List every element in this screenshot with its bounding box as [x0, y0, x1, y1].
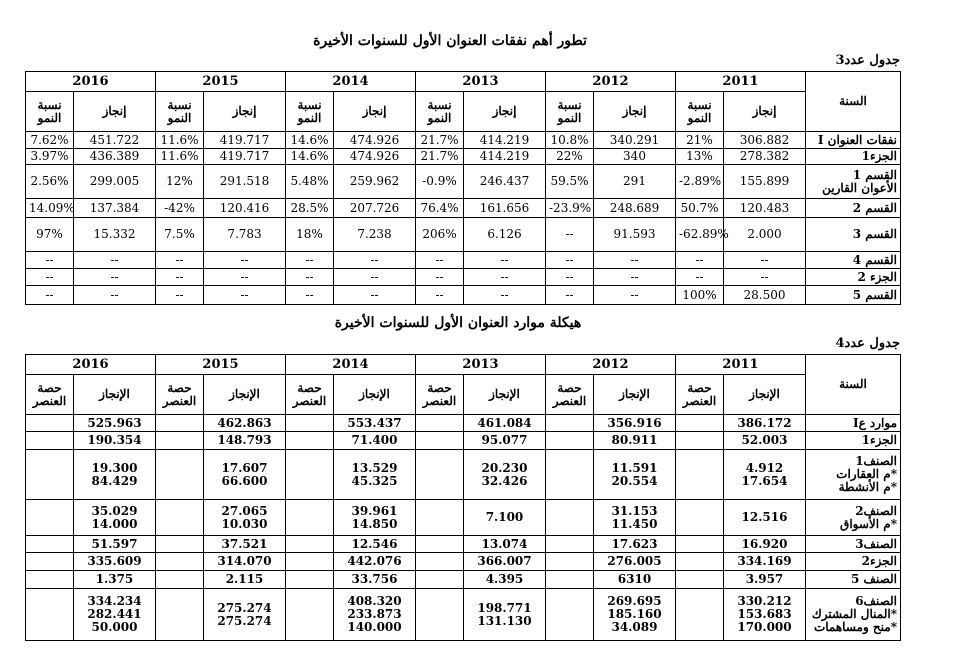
cell-achievement: 2.115 [204, 571, 286, 589]
cell-growth: 97% [26, 218, 74, 252]
cell-growth: 50.7% [676, 199, 724, 218]
cell-share [286, 415, 334, 432]
cell-achievement: 4.912 17.654 [724, 450, 806, 500]
cell-share [416, 500, 464, 536]
cell-growth: 11.6% [156, 149, 204, 165]
year-header-row [26, 355, 901, 375]
cell-achievement: 366.007 [464, 553, 546, 571]
cell-achievement: 275.274 275.274 [204, 589, 286, 641]
cell-share [546, 571, 594, 589]
table-row [26, 286, 901, 305]
cell-achievement: 95.077 [464, 432, 546, 450]
year-header: 2013 [416, 355, 546, 375]
table-row [26, 450, 901, 500]
cell-share [286, 571, 334, 589]
cell-growth: 18% [286, 218, 334, 252]
cell-achievement: -- [464, 252, 546, 269]
cell-achievement: -- [74, 286, 156, 305]
table-row [26, 269, 901, 286]
cell-share [26, 589, 74, 641]
cell-share [546, 589, 594, 641]
cell-growth: 2.56% [26, 165, 74, 199]
cell-share [156, 432, 204, 450]
table-row [26, 589, 901, 641]
cell-achievement: 276.005 [594, 553, 676, 571]
cell-growth: -62.89% [676, 218, 724, 252]
cell-growth: 14.6% [286, 132, 334, 149]
cell-achievement: 17.607 66.600 [204, 450, 286, 500]
cell-achievement: -- [594, 286, 676, 305]
cell-achievement: 306.882 [724, 132, 806, 149]
cell-growth: 10.8% [546, 132, 594, 149]
col-header-b: حصة العنصر [676, 375, 724, 415]
cell-achievement: -- [334, 252, 416, 269]
resources-table [25, 354, 901, 641]
cell-achievement: 269.695 185.160 34.089 [594, 589, 676, 641]
row-label: الجزء2 [806, 553, 901, 571]
col-header-b: حصة العنصر [546, 375, 594, 415]
cell-achievement: 414.219 [464, 149, 546, 165]
cell-growth: -- [416, 252, 464, 269]
cell-growth: -- [546, 218, 594, 252]
cell-achievement: -- [724, 252, 806, 269]
cell-share [286, 500, 334, 536]
col-header-b: نسبة النمو [286, 92, 334, 132]
year-header: 2015 [156, 72, 286, 92]
year-header: 2011 [676, 355, 806, 375]
cell-share [546, 500, 594, 536]
cell-growth: 206% [416, 218, 464, 252]
row-label: القسم 2 [806, 199, 901, 218]
cell-achievement: 553.437 [334, 415, 416, 432]
cell-achievement: 1.375 [74, 571, 156, 589]
cell-growth: -- [286, 269, 334, 286]
cell-share [676, 432, 724, 450]
year-header-row [26, 72, 901, 92]
col-header-b: حصة العنصر [156, 375, 204, 415]
cell-growth: -2.89% [676, 165, 724, 199]
cell-share [26, 415, 74, 432]
table2-title: هيكلة موارد العنوان الأول للسنوات الأخيرة [334, 315, 582, 331]
cell-achievement: 461.084 [464, 415, 546, 432]
row-label: الجزء1 [806, 432, 901, 450]
cell-achievement: 80.911 [594, 432, 676, 450]
col-header-a: إنجاز [334, 92, 416, 132]
cell-achievement: 13.529 45.325 [334, 450, 416, 500]
row-label: القسم 5 [806, 286, 901, 305]
year-header: 2015 [156, 355, 286, 375]
cell-share [546, 536, 594, 553]
row-label: الجزء1 [806, 149, 901, 165]
cell-growth: 12% [156, 165, 204, 199]
cell-growth: -0.9% [416, 165, 464, 199]
cell-share [416, 589, 464, 641]
col-header-a: إنجاز [464, 92, 546, 132]
cell-share [26, 571, 74, 589]
cell-growth: -42% [156, 199, 204, 218]
cell-achievement: 334.234 282.441 50.000 [74, 589, 156, 641]
cell-achievement: 462.863 [204, 415, 286, 432]
cell-achievement: -- [74, 269, 156, 286]
cell-share [26, 432, 74, 450]
cell-achievement: -- [204, 286, 286, 305]
cell-achievement: -- [724, 269, 806, 286]
cell-share [546, 553, 594, 571]
cell-growth: 14.09% [26, 199, 74, 218]
table-row [26, 218, 901, 252]
cell-share [286, 432, 334, 450]
col-header-a: الإنجاز [724, 375, 806, 415]
row-label: القسم 4 [806, 252, 901, 269]
cell-share [416, 553, 464, 571]
col-header-a: إنجاز [204, 92, 286, 132]
col-header-a: الإنجاز [464, 375, 546, 415]
cell-achievement: 20.230 32.426 [464, 450, 546, 500]
cell-achievement: 19.300 84.429 [74, 450, 156, 500]
subheader-row [26, 375, 901, 415]
cell-achievement: 37.521 [204, 536, 286, 553]
table-row [26, 536, 901, 553]
col-header-a: الإنجاز [204, 375, 286, 415]
col-header-b: حصة العنصر [26, 375, 74, 415]
year-header: 2013 [416, 72, 546, 92]
cell-growth: 7.62% [26, 132, 74, 149]
cell-achievement: 414.219 [464, 132, 546, 149]
cell-growth: 22% [546, 149, 594, 165]
col-header-b: نسبة النمو [156, 92, 204, 132]
cell-share [156, 553, 204, 571]
cell-achievement: 198.771 131.130 [464, 589, 546, 641]
cell-achievement: -- [334, 286, 416, 305]
table-row [26, 415, 901, 432]
cell-achievement: 137.384 [74, 199, 156, 218]
cell-achievement: -- [464, 269, 546, 286]
col-header-a: إنجاز [594, 92, 676, 132]
cell-achievement: 155.899 [724, 165, 806, 199]
col-header-a: الإنجاز [334, 375, 416, 415]
cell-share [286, 553, 334, 571]
table-row [26, 149, 901, 165]
cell-growth: -- [416, 286, 464, 305]
row-header: السنة [806, 355, 901, 415]
cell-growth: -- [286, 252, 334, 269]
col-header-b: حصة العنصر [286, 375, 334, 415]
cell-share [156, 571, 204, 589]
cell-achievement: -- [594, 269, 676, 286]
cell-growth: 21% [676, 132, 724, 149]
cell-achievement: 15.332 [74, 218, 156, 252]
cell-share [676, 589, 724, 641]
cell-share [156, 415, 204, 432]
cell-achievement: 35.029 14.000 [74, 500, 156, 536]
cell-achievement: 356.916 [594, 415, 676, 432]
cell-achievement: 248.689 [594, 199, 676, 218]
cell-achievement: 91.593 [594, 218, 676, 252]
cell-achievement: 4.395 [464, 571, 546, 589]
table1-caption: جدول عدد3 [835, 53, 900, 68]
cell-growth: -- [26, 252, 74, 269]
cell-achievement: 291 [594, 165, 676, 199]
cell-growth: 76.4% [416, 199, 464, 218]
col-header-a: إنجاز [724, 92, 806, 132]
cell-achievement: 27.065 10.030 [204, 500, 286, 536]
cell-share [416, 432, 464, 450]
cell-achievement: 33.756 [334, 571, 416, 589]
cell-share [676, 415, 724, 432]
cell-achievement: 161.656 [464, 199, 546, 218]
row-label: القسم 3 [806, 218, 901, 252]
row-label: موارد عI [806, 415, 901, 432]
cell-achievement: 12.546 [334, 536, 416, 553]
cell-growth: -- [676, 252, 724, 269]
cell-share [676, 450, 724, 500]
cell-share [416, 536, 464, 553]
cell-share [546, 415, 594, 432]
table-row [26, 553, 901, 571]
table-row [26, 199, 901, 218]
cell-growth: -- [546, 286, 594, 305]
table1-title: تطور أهم نفقات العنوان الأول للسنوات الأخيرة [313, 33, 587, 49]
year-header: 2012 [546, 72, 676, 92]
table-row [26, 132, 901, 149]
table-row [26, 165, 901, 199]
cell-growth: -- [416, 269, 464, 286]
col-header-a: إنجاز [74, 92, 156, 132]
cell-share [546, 450, 594, 500]
row-label: القسم 1 الأعوان القارين [806, 165, 901, 199]
cell-achievement: 120.483 [724, 199, 806, 218]
cell-achievement: 340 [594, 149, 676, 165]
cell-achievement: 299.005 [74, 165, 156, 199]
cell-growth: -- [156, 286, 204, 305]
cell-achievement: 330.212 153.683 170.000 [724, 589, 806, 641]
cell-achievement: 51.597 [74, 536, 156, 553]
cell-share [416, 571, 464, 589]
row-label: نفقات العنوان I [806, 132, 901, 149]
cell-achievement: 39.961 14.850 [334, 500, 416, 536]
cell-growth: 7.5% [156, 218, 204, 252]
cell-achievement: 291.518 [204, 165, 286, 199]
cell-achievement: 12.516 [724, 500, 806, 536]
col-header-b: حصة العنصر [416, 375, 464, 415]
cell-share [26, 500, 74, 536]
cell-achievement: 335.609 [74, 553, 156, 571]
year-header: 2016 [26, 355, 156, 375]
cell-share [156, 500, 204, 536]
cell-achievement: 386.172 [724, 415, 806, 432]
table-row [26, 252, 901, 269]
cell-growth: 11.6% [156, 132, 204, 149]
cell-achievement: 6310 [594, 571, 676, 589]
cell-achievement: 246.437 [464, 165, 546, 199]
cell-share [676, 500, 724, 536]
cell-achievement: 334.169 [724, 553, 806, 571]
cell-growth: 3.97% [26, 149, 74, 165]
cell-share [156, 536, 204, 553]
cell-growth: -- [676, 269, 724, 286]
cell-growth: -23.9% [546, 199, 594, 218]
cell-growth: -- [26, 269, 74, 286]
cell-share [26, 536, 74, 553]
cell-growth: -- [26, 286, 74, 305]
cell-achievement: -- [74, 252, 156, 269]
cell-achievement: 11.591 20.554 [594, 450, 676, 500]
cell-achievement: 31.153 11.450 [594, 500, 676, 536]
row-label: الصنف3 [806, 536, 901, 553]
cell-share [286, 589, 334, 641]
row-label: الصنف 5 [806, 571, 901, 589]
cell-achievement: -- [204, 252, 286, 269]
cell-growth: -- [286, 286, 334, 305]
col-header-a: الإنجاز [74, 375, 156, 415]
cell-achievement: 436.389 [74, 149, 156, 165]
cell-growth: 13% [676, 149, 724, 165]
year-header: 2014 [286, 72, 416, 92]
cell-achievement: 2.000 [724, 218, 806, 252]
cell-share [156, 450, 204, 500]
cell-share [416, 450, 464, 500]
cell-share [416, 415, 464, 432]
cell-achievement: 474.926 [334, 132, 416, 149]
year-header: 2014 [286, 355, 416, 375]
cell-achievement: 16.920 [724, 536, 806, 553]
cell-achievement: 3.957 [724, 571, 806, 589]
cell-growth: -- [156, 252, 204, 269]
table-row [26, 571, 901, 589]
table-row [26, 432, 901, 450]
cell-share [676, 553, 724, 571]
cell-achievement: 419.717 [204, 132, 286, 149]
cell-achievement: 474.926 [334, 149, 416, 165]
cell-growth: 5.48% [286, 165, 334, 199]
cell-share [156, 589, 204, 641]
cell-achievement: 525.963 [74, 415, 156, 432]
cell-achievement: 207.726 [334, 199, 416, 218]
cell-achievement: 7.783 [204, 218, 286, 252]
cell-achievement: 148.793 [204, 432, 286, 450]
cell-achievement: 52.003 [724, 432, 806, 450]
cell-achievement: 408.320 233.873 140.000 [334, 589, 416, 641]
col-header-b: نسبة النمو [26, 92, 74, 132]
cell-achievement: 13.074 [464, 536, 546, 553]
cell-achievement: 120.416 [204, 199, 286, 218]
row-header: السنة [806, 72, 901, 132]
year-header: 2016 [26, 72, 156, 92]
row-label: الصنف1 *م العقارات *م الأنشطة [806, 450, 901, 500]
cell-growth: 100% [676, 286, 724, 305]
cell-growth: -- [156, 269, 204, 286]
cell-achievement: 314.070 [204, 553, 286, 571]
cell-achievement: -- [594, 252, 676, 269]
cell-achievement: -- [204, 269, 286, 286]
cell-achievement: -- [334, 269, 416, 286]
col-header-a: الإنجاز [594, 375, 676, 415]
cell-growth: 59.5% [546, 165, 594, 199]
cell-achievement: 259.962 [334, 165, 416, 199]
table-row [26, 500, 901, 536]
col-header-b: نسبة النمو [546, 92, 594, 132]
cell-achievement: 419.717 [204, 149, 286, 165]
cell-growth: 14.6% [286, 149, 334, 165]
cell-share [286, 450, 334, 500]
cell-achievement: -- [464, 286, 546, 305]
cell-share [676, 571, 724, 589]
col-header-b: نسبة النمو [676, 92, 724, 132]
cell-growth: 28.5% [286, 199, 334, 218]
cell-achievement: 442.076 [334, 553, 416, 571]
cell-achievement: 28.500 [724, 286, 806, 305]
subheader-row [26, 92, 901, 132]
cell-growth: -- [546, 252, 594, 269]
year-header: 2011 [676, 72, 806, 92]
year-header: 2012 [546, 355, 676, 375]
row-label: الجزء 2 [806, 269, 901, 286]
cell-growth: 21.7% [416, 149, 464, 165]
cell-achievement: 17.623 [594, 536, 676, 553]
cell-share [676, 536, 724, 553]
cell-achievement: 190.354 [74, 432, 156, 450]
cell-share [26, 553, 74, 571]
cell-growth: 21.7% [416, 132, 464, 149]
cell-achievement: 340.291 [594, 132, 676, 149]
row-label: الصنف2 *م الأسواق [806, 500, 901, 536]
row-label: الصنف6 *المنال المشترك *منح ومساهمات [806, 589, 901, 641]
cell-achievement: 71.400 [334, 432, 416, 450]
cell-achievement: 7.238 [334, 218, 416, 252]
cell-achievement: 7.100 [464, 500, 546, 536]
table2-caption: جدول عدد4 [835, 336, 900, 351]
expenses-table [25, 71, 901, 305]
cell-share [546, 432, 594, 450]
cell-share [26, 450, 74, 500]
cell-achievement: 278.382 [724, 149, 806, 165]
col-header-b: نسبة النمو [416, 92, 464, 132]
cell-achievement: 451.722 [74, 132, 156, 149]
cell-achievement: 6.126 [464, 218, 546, 252]
cell-growth: -- [546, 269, 594, 286]
cell-share [286, 536, 334, 553]
